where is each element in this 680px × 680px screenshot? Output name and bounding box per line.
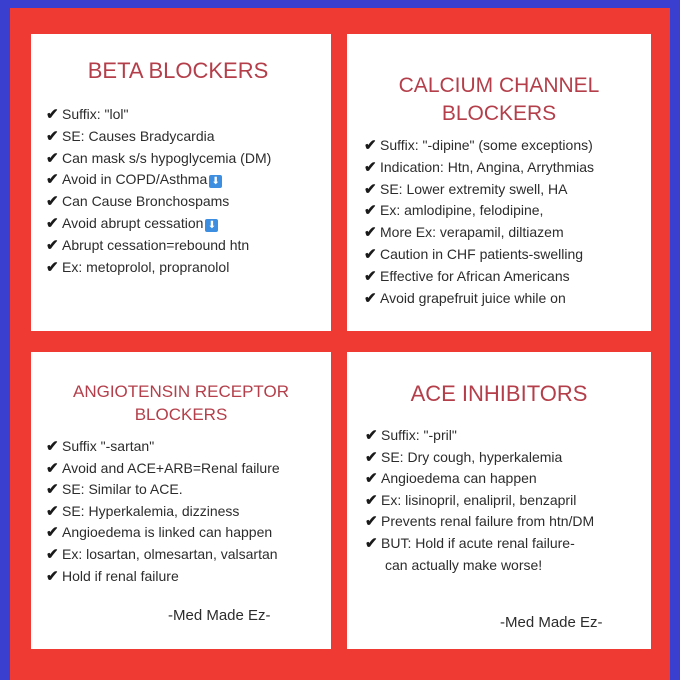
credit-text: -Med Made Ez- bbox=[500, 614, 603, 631]
check-icon: ✔ bbox=[364, 137, 377, 154]
title-line: BLOCKERS bbox=[441, 102, 557, 125]
check-icon: ✔ bbox=[365, 470, 378, 488]
list-item bbox=[364, 157, 594, 179]
list-item bbox=[364, 288, 594, 310]
card-beta-blockers bbox=[31, 34, 331, 331]
item-text: Avoid and ACE+ARB=Renal failure bbox=[62, 459, 280, 476]
item-list bbox=[46, 104, 271, 278]
check-icon: ✔ bbox=[46, 127, 59, 145]
card-title: BETA BLOCKERS bbox=[87, 58, 269, 83]
list-item bbox=[364, 135, 594, 157]
card-title bbox=[347, 72, 651, 128]
item-text: can actually make worse! bbox=[385, 556, 543, 573]
title-line: BLOCKERS bbox=[134, 405, 228, 424]
item-text: Angioedema is linked can happen bbox=[62, 524, 273, 541]
list-item bbox=[46, 436, 280, 458]
list-item bbox=[46, 566, 280, 588]
check-icon: ✔ bbox=[46, 524, 59, 542]
item-list bbox=[46, 436, 280, 587]
check-icon: ✔ bbox=[46, 545, 59, 563]
check-icon: ✔ bbox=[46, 438, 59, 455]
item-text: Suffix: "-pril" bbox=[381, 427, 457, 443]
item-text: Can Cause Bronchospams bbox=[62, 193, 230, 210]
check-icon: ✔ bbox=[46, 171, 59, 189]
list-item bbox=[365, 425, 594, 447]
item-text: Angioedema can happen bbox=[381, 470, 537, 487]
list-item-continuation bbox=[365, 555, 594, 576]
list-item bbox=[365, 490, 594, 512]
list-item bbox=[364, 244, 594, 266]
credit-text: -Med Made Ez- bbox=[168, 607, 271, 624]
card-ace-inhibitors bbox=[347, 352, 651, 649]
item-list bbox=[364, 135, 594, 309]
check-icon: ✔ bbox=[46, 193, 59, 211]
item-text: SE: Hyperkalemia, dizziness bbox=[62, 502, 240, 519]
list-item bbox=[46, 169, 271, 191]
item-text: More Ex: verapamil, diltiazem bbox=[380, 224, 564, 241]
check-icon: ✔ bbox=[364, 202, 377, 220]
list-item bbox=[46, 479, 280, 501]
list-item bbox=[46, 148, 271, 170]
check-icon: ✔ bbox=[365, 448, 378, 466]
check-icon: ✔ bbox=[365, 427, 378, 444]
title-line: ANGIOTENSIN RECEPTOR bbox=[73, 382, 289, 401]
item-text: Caution in CHF patients-swelling bbox=[380, 245, 584, 262]
item-text: SE: Dry cough, hyperkalemia bbox=[381, 448, 563, 465]
item-text: Ex: amlodipine, felodipine, bbox=[380, 202, 544, 219]
item-text: Effective for African Americans bbox=[380, 267, 570, 284]
check-icon: ✔ bbox=[364, 267, 377, 285]
check-icon: ✔ bbox=[46, 106, 59, 123]
check-icon: ✔ bbox=[364, 245, 377, 263]
item-list bbox=[365, 425, 594, 575]
list-item bbox=[364, 222, 594, 244]
check-icon: ✔ bbox=[46, 502, 59, 520]
item-text: SE: Causes Bradycardia bbox=[62, 127, 215, 144]
down-arrow-icon: ⬇ bbox=[205, 219, 218, 232]
check-icon: ✔ bbox=[364, 158, 377, 176]
item-text: Ex: lisinopril, enalipril, benzapril bbox=[381, 491, 577, 508]
item-text: Avoid in COPD/Asthma bbox=[62, 171, 208, 188]
item-text: Can mask s/s hypoglycemia (DM) bbox=[62, 149, 272, 166]
item-text: Avoid abrupt cessation bbox=[62, 214, 204, 231]
check-icon: ✔ bbox=[364, 289, 377, 307]
list-item bbox=[46, 104, 271, 126]
list-item bbox=[364, 266, 594, 288]
list-item bbox=[46, 257, 271, 279]
item-text: SE: Similar to ACE. bbox=[62, 481, 183, 498]
item-text: Ex: losartan, olmesartan, valsartan bbox=[62, 545, 278, 562]
item-text: Hold if renal failure bbox=[62, 567, 179, 584]
item-text: BUT: Hold if acute renal failure- bbox=[381, 534, 575, 551]
item-text: Indication: Htn, Angina, Arrythmias bbox=[380, 158, 594, 175]
list-item bbox=[46, 544, 280, 566]
check-icon: ✔ bbox=[364, 224, 377, 242]
check-icon: ✔ bbox=[46, 459, 59, 477]
check-icon: ✔ bbox=[365, 534, 378, 552]
list-item bbox=[364, 179, 594, 201]
check-icon: ✔ bbox=[46, 258, 59, 276]
list-item bbox=[365, 533, 594, 555]
check-icon: ✔ bbox=[46, 236, 59, 254]
check-icon: ✔ bbox=[365, 513, 378, 531]
down-arrow-icon: ⬇ bbox=[209, 175, 222, 188]
list-item bbox=[46, 213, 271, 235]
title-line: CALCIUM CHANNEL bbox=[398, 74, 600, 97]
card-angiotensin-receptor-blockers bbox=[31, 352, 331, 649]
check-icon: ✔ bbox=[46, 481, 59, 499]
item-text: Abrupt cessation=rebound htn bbox=[62, 236, 250, 253]
check-icon: ✔ bbox=[364, 180, 377, 198]
list-item bbox=[365, 468, 594, 490]
list-item bbox=[46, 126, 271, 148]
item-text: Prevents renal failure from htn/DM bbox=[381, 513, 595, 530]
card-calcium-channel-blockers bbox=[347, 34, 651, 331]
list-item bbox=[364, 200, 594, 222]
list-item bbox=[46, 191, 271, 213]
check-icon: ✔ bbox=[46, 214, 59, 232]
check-icon: ✔ bbox=[365, 491, 378, 509]
list-item bbox=[46, 458, 280, 480]
item-text: Avoid grapefruit juice while on bbox=[380, 289, 566, 306]
list-item bbox=[46, 501, 280, 523]
card-title bbox=[31, 380, 331, 426]
item-text: Suffix: "-dipine" (some exceptions) bbox=[380, 137, 593, 153]
item-text: SE: Lower extremity swell, HA bbox=[380, 180, 568, 197]
list-item bbox=[365, 447, 594, 469]
item-text: Ex: metoprolol, propranolol bbox=[62, 258, 230, 275]
check-icon: ✔ bbox=[46, 567, 59, 585]
list-item bbox=[46, 522, 280, 544]
list-item bbox=[46, 235, 271, 257]
list-item bbox=[365, 511, 594, 533]
card-title: ACE INHIBITORS bbox=[410, 381, 588, 406]
item-text: Suffix "-sartan" bbox=[62, 438, 155, 454]
item-text: Suffix: "lol" bbox=[62, 106, 129, 122]
check-icon: ✔ bbox=[46, 149, 59, 167]
